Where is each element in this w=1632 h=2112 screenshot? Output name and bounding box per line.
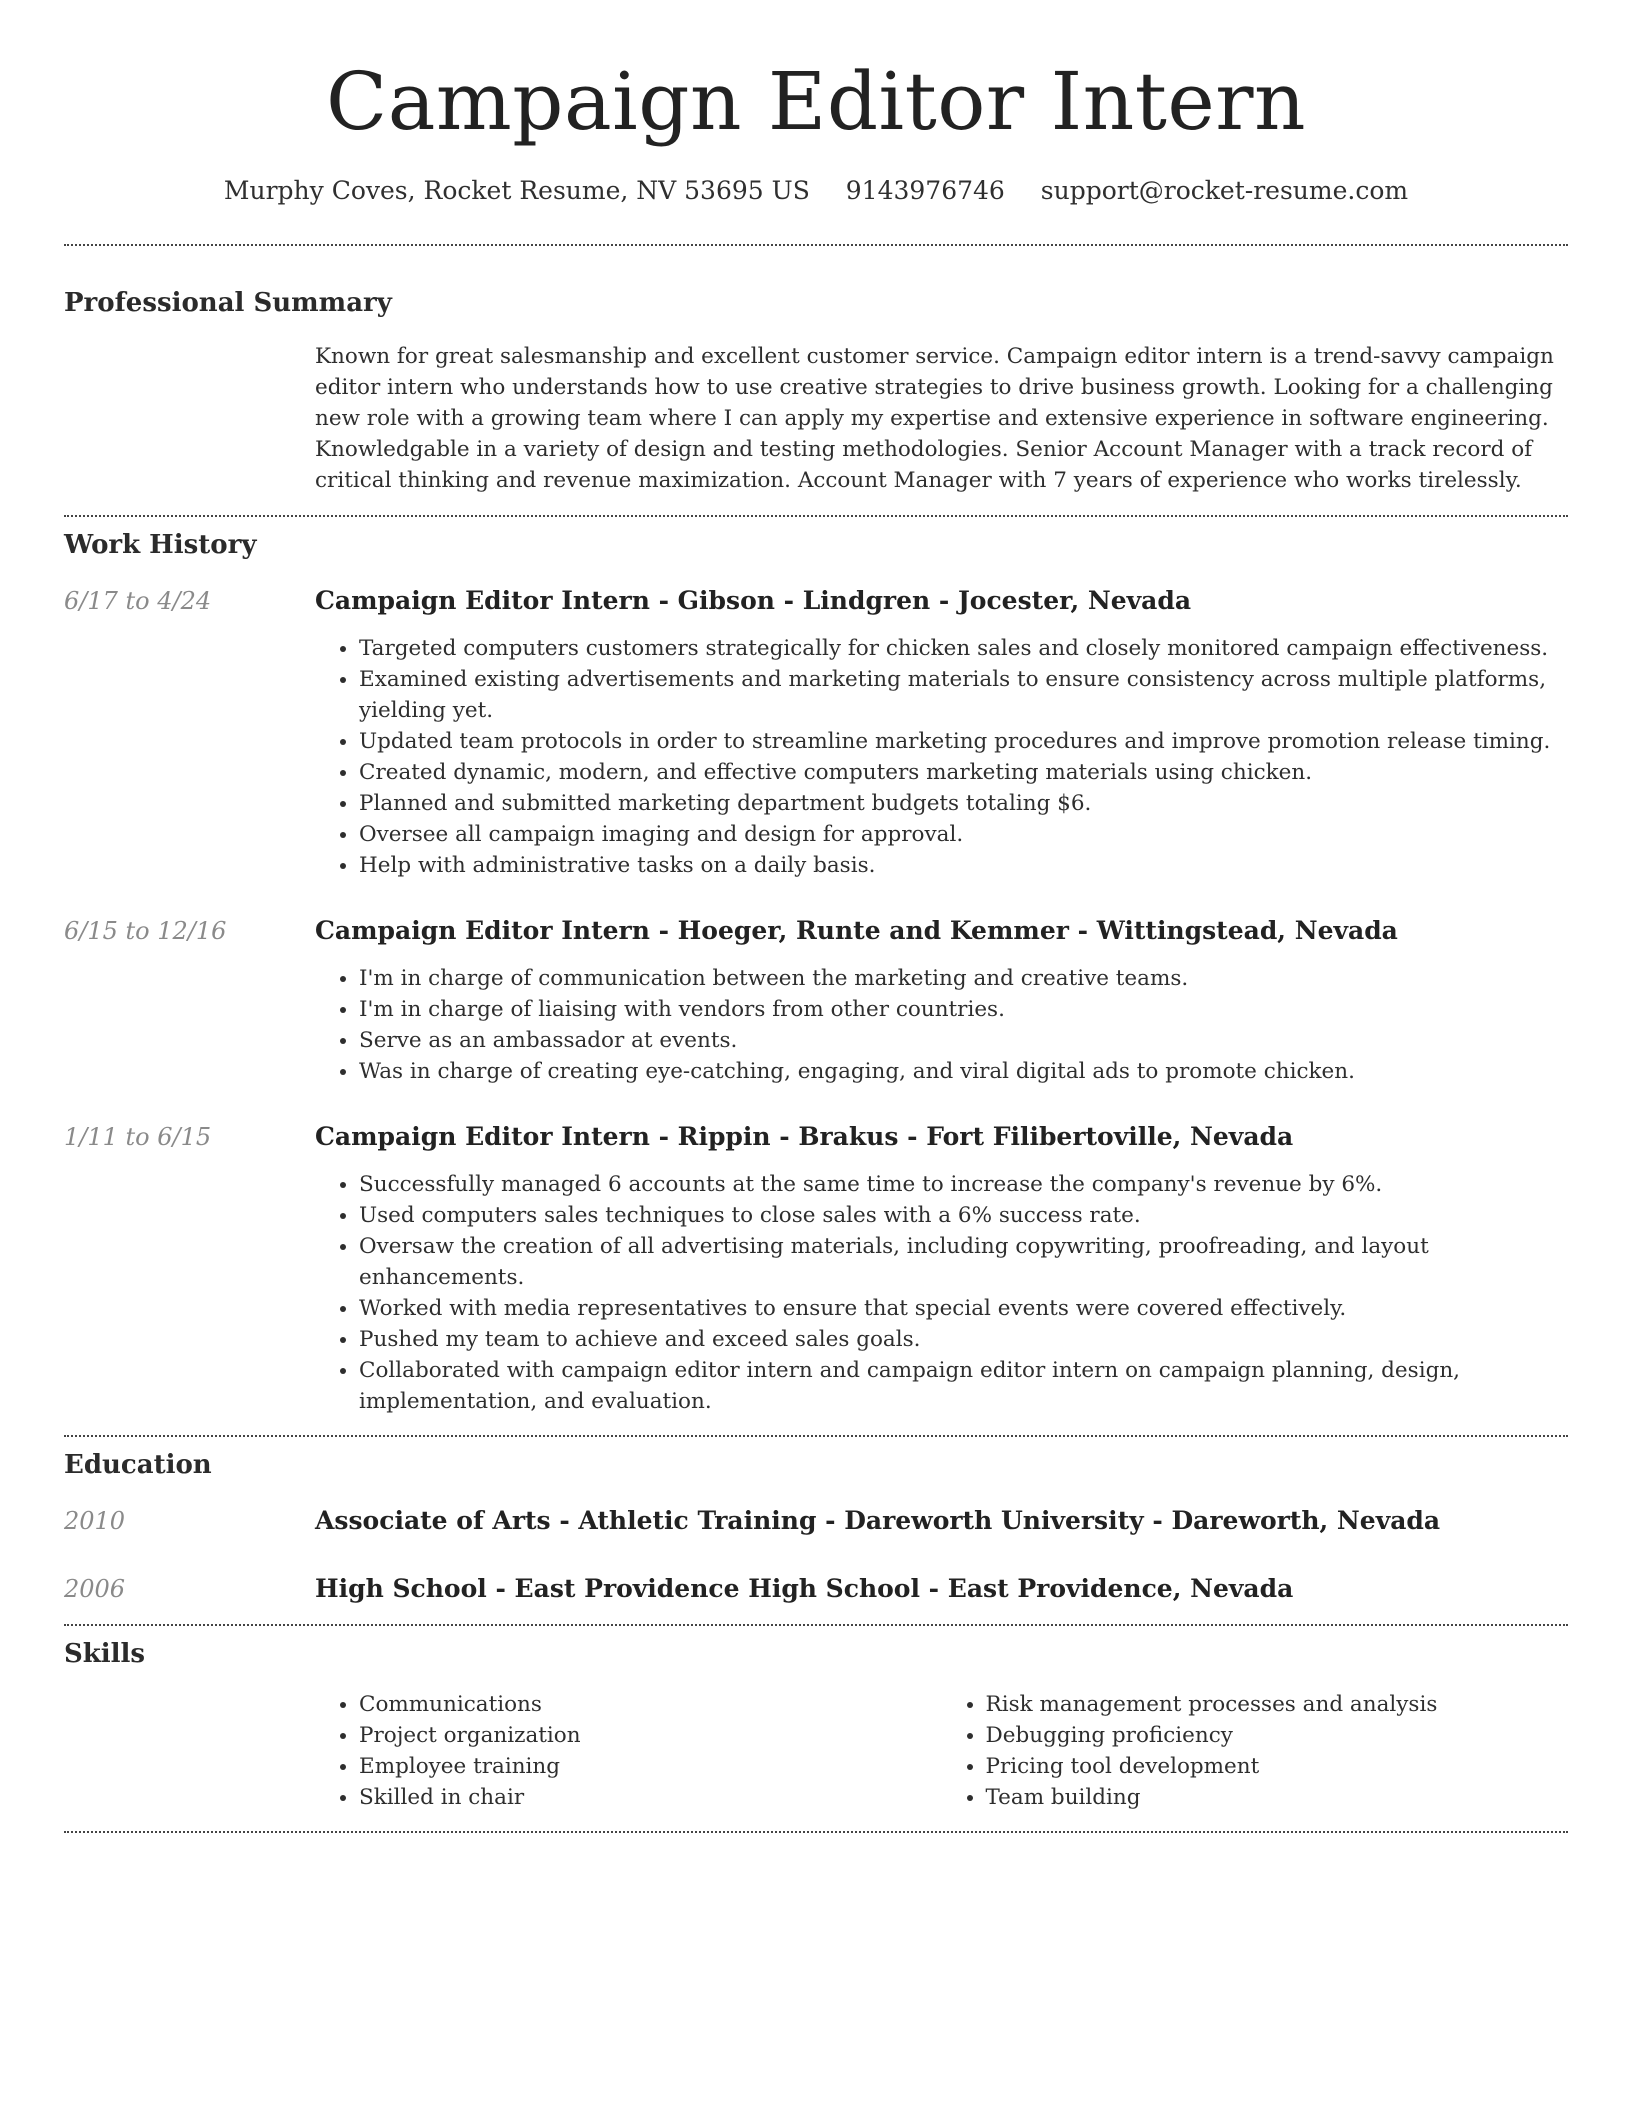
- divider: [64, 515, 1568, 517]
- list-item: • Created dynamic, modern, and effective computers marketing materials using chicken.: [359, 757, 1568, 788]
- job-heading: Campaign Editor Intern - Hoeger, Runte and Kemmer - Wittingstead, Nevada: [315, 916, 1398, 945]
- list-item: • Successfully managed 6 accounts at the same time to increase the company's revenue by 6%.: [359, 1169, 1568, 1200]
- summary-text: Known for great salesmanship and excellent customer service. Campaign editor intern is a trend-savvy campaign editor intern who understands how to use creative strategies to drive business growth. Looking for a challenging new role with a growing team where I can apply my expertise and extensive experience in software engineering. Knowledgable in a variety of design and testing methodologies. Senior Account Manager with a track record of critical thinking and revenue maximization. Account Manager with 7 years of experience who works tirelessly.: [315, 344, 1554, 493]
- list-item: • Employee training: [359, 1751, 942, 1782]
- job-bullets: [315, 633, 1568, 881]
- job-dates: 1/11 to 6/15: [64, 1123, 212, 1151]
- list-item: • Oversaw the creation of all advertising materials, including copywriting, proofreading, and layout enhancements.: [359, 1231, 1568, 1293]
- skills-list-right: [942, 1689, 1569, 1813]
- job-dates: 6/15 to 12/16: [64, 917, 227, 945]
- list-item: • Examined existing advertisements and marketing materials to ensure consistency across multiple platforms, yielding yet.: [359, 664, 1568, 726]
- education-entry: [64, 1504, 1568, 1538]
- list-item: • Serve as an ambassador at events.: [359, 1025, 1568, 1056]
- list-item: • Pricing tool development: [986, 1751, 1569, 1782]
- job-heading: Campaign Editor Intern - Rippin - Brakus - Fort Filibertoville, Nevada: [315, 1122, 1294, 1151]
- list-item: • Was in charge of creating eye-catching, engaging, and viral digital ads to promote chicken.: [359, 1056, 1568, 1087]
- job-heading: Campaign Editor Intern - Gibson - Lindgren - Jocester, Nevada: [315, 586, 1192, 615]
- contact-address: Murphy Coves, Rocket Resume, NV 53695 US: [223, 176, 810, 205]
- summary-section: [64, 286, 1568, 496]
- job-entry: [64, 1120, 1568, 1417]
- contact-line: [64, 174, 1568, 208]
- divider: [64, 1831, 1568, 1833]
- work-history-title: Work History: [64, 530, 257, 560]
- list-item: • Debugging proficiency: [986, 1720, 1569, 1751]
- skills-grid: [315, 1689, 1568, 1813]
- work-history-section: [64, 528, 1568, 1417]
- education-year: 2006: [64, 1575, 126, 1603]
- list-item: • I'm in charge of communication between the marketing and creative teams.: [359, 963, 1568, 994]
- list-item: • Team building: [986, 1782, 1569, 1813]
- contact-email: support@rocket-resume.com: [1040, 176, 1409, 205]
- skills-list-left: [315, 1689, 942, 1813]
- job-entry: [64, 584, 1568, 881]
- list-item: • Targeted computers customers strategically for chicken sales and closely monitored campaign effectiveness.: [359, 633, 1568, 664]
- education-entry: [64, 1572, 1568, 1606]
- skills-section: [64, 1637, 1568, 1813]
- list-item: • Skilled in chair: [359, 1782, 942, 1813]
- list-item: • I'm in charge of liaising with vendors from other countries.: [359, 994, 1568, 1025]
- list-item: • Communications: [359, 1689, 942, 1720]
- education-heading: High School - East Providence High School - East Providence, Nevada: [315, 1574, 1294, 1603]
- list-item: • Collaborated with campaign editor intern and campaign editor intern on campaign planning, design, implementation, and evaluation.: [359, 1355, 1568, 1417]
- contact-phone: 9143976746: [845, 176, 1005, 205]
- list-item: • Risk management processes and analysis: [986, 1689, 1569, 1720]
- list-item: • Project organization: [359, 1720, 942, 1751]
- resume-page: [64, 0, 1568, 1833]
- list-item: • Worked with media representatives to ensure that special events were covered effectively.: [359, 1293, 1568, 1324]
- education-title: Education: [64, 1450, 212, 1480]
- list-item: • Pushed my team to achieve and exceed sales goals.: [359, 1324, 1568, 1355]
- candidate-name: Campaign Editor Intern: [326, 55, 1306, 148]
- divider: [64, 1435, 1568, 1437]
- summary-title: Professional Summary: [64, 288, 392, 318]
- job-bullets: [315, 1169, 1568, 1417]
- job-bullets: [315, 963, 1568, 1087]
- list-item: • Used computers sales techniques to close sales with a 6% success rate.: [359, 1200, 1568, 1231]
- list-item: • Updated team protocols in order to streamline marketing procedures and improve promotion release timing.: [359, 726, 1568, 757]
- job-dates: 6/17 to 4/24: [64, 587, 212, 615]
- skills-title: Skills: [64, 1639, 146, 1669]
- job-entry: [64, 914, 1568, 1087]
- list-item: • Planned and submitted marketing department budgets totaling $6.: [359, 788, 1568, 819]
- education-heading: Associate of Arts - Athletic Training - Dareworth University - Dareworth, Nevada: [315, 1506, 1441, 1535]
- education-section: [64, 1448, 1568, 1606]
- list-item: • Oversee all campaign imaging and design for approval.: [359, 819, 1568, 850]
- list-item: • Help with administrative tasks on a daily basis.: [359, 850, 1568, 881]
- divider: [64, 1624, 1568, 1626]
- divider: [64, 244, 1568, 246]
- education-year: 2010: [64, 1507, 126, 1535]
